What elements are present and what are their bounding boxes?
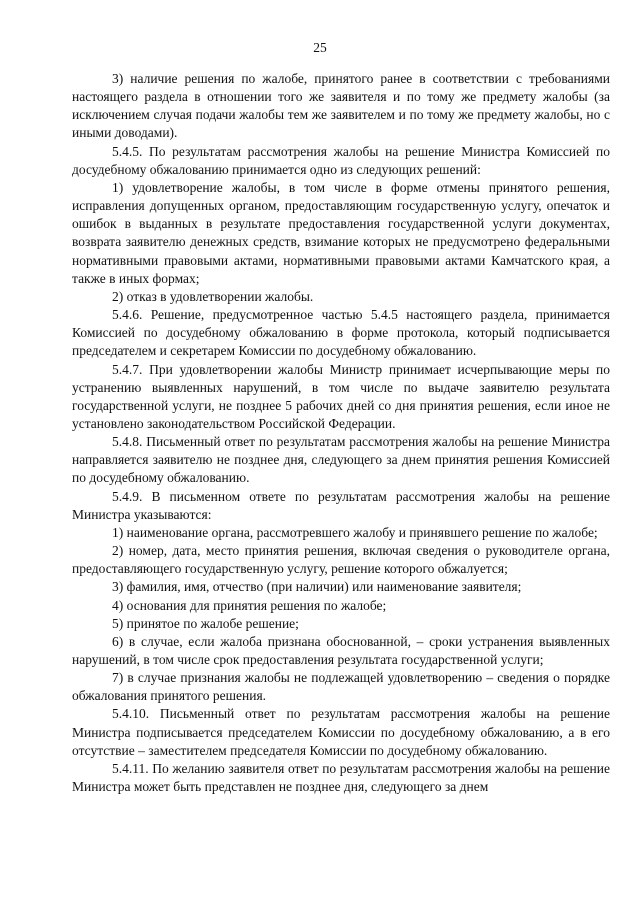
paragraph: 4) основания для принятия решения по жалобе;	[112, 597, 387, 613]
paragraph: 5.4.5. По результатам рассмотрения жалобы на решение Министра Комиссией по досудебному обжалованию принимается одно из следующих решений:	[72, 143, 610, 177]
paragraph: 1) удовлетворение жалобы, в том числе в форме отмены принятого решения, исправления допущенных органом, предоставляющим государственную услугу, опечаток и ошибок в выданных в результате предоставления государственной услуги документах, возврата заявителю денежных средств, взимание которых не предусмотрено федеральными нормативными правовыми актами, нормативными правовыми актами Камчатского края, а также в иных формах;	[72, 179, 610, 286]
paragraph: 5.4.7. При удовлетворении жалобы Министр принимает исчерпывающие меры по устранению выявленных нарушений, в том числе по выдаче заявителю результата государственной услуги, не позднее 5 рабочих дней со дня принятия решения, если иное не установлено законодательством Российской Федерации.	[72, 361, 610, 431]
paragraph: 5.4.9. В письменном ответе по результатам рассмотрения жалобы на решение Министра указываются:	[72, 488, 610, 522]
paragraph: 7) в случае признания жалобы не подлежащей удовлетворению – сведения о порядке обжалования принятого решения.	[72, 670, 610, 704]
paragraph: 6) в случае, если жалоба признана обоснованной, – сроки устранения выявленных нарушений, в том числе срок предоставления результата государственной услуги;	[72, 633, 610, 667]
paragraph: 1) наименование органа, рассмотревшего жалобу и принявшего решение по жалобе;	[112, 524, 598, 540]
paragraph: 5.4.6. Решение, предусмотренное частью 5.4.5 настоящего раздела, принимается Комиссией по досудебному обжалованию в форме протокола, который подписывается председателем и секретарем Комиссии по досудебному обжалованию.	[72, 307, 610, 359]
paragraph: 2) отказ в удовлетворении жалобы.	[112, 288, 314, 304]
paragraph: 2) номер, дата, место принятия решения, включая сведения о руководителе органа, предоставляющего государственную услугу, решение которого обжалуется;	[72, 543, 610, 577]
paragraph: 5.4.10. Письменный ответ по результатам рассмотрения жалобы на решение Министра подписывается председателем Комиссии по досудебному обжалованию, а в его отсутствие – заместителем председателя Комиссии по досудебному обжалованию.	[72, 706, 610, 758]
paragraph: 3) наличие решения по жалобе, принятого ранее в соответствии с требованиями настоящего раздела в отношении того же заявителя и по тому же предмету жалобы (за исключением случая подачи жалобы тем же заявителем и по тому же предмету жалобы, но с иными доводами).	[72, 71, 610, 141]
paragraph: 3) фамилия, имя, отчество (при наличии) или наименование заявителя;	[112, 579, 522, 595]
paragraph: 5.4.8. Письменный ответ по результатам рассмотрения жалобы на решение Министра направляется заявителю не позднее дня, следующего за днем принятия решения Комиссией по досудебному обжалованию.	[72, 434, 610, 486]
document-body	[72, 70, 610, 796]
paragraph: 5) принятое по жалобе решение;	[112, 615, 299, 631]
paragraph: 5.4.11. По желанию заявителя ответ по результатам рассмотрения жалобы на решение Министра может быть представлен не позднее дня, следующего за днем	[72, 760, 610, 795]
page-number: 25	[313, 40, 327, 55]
